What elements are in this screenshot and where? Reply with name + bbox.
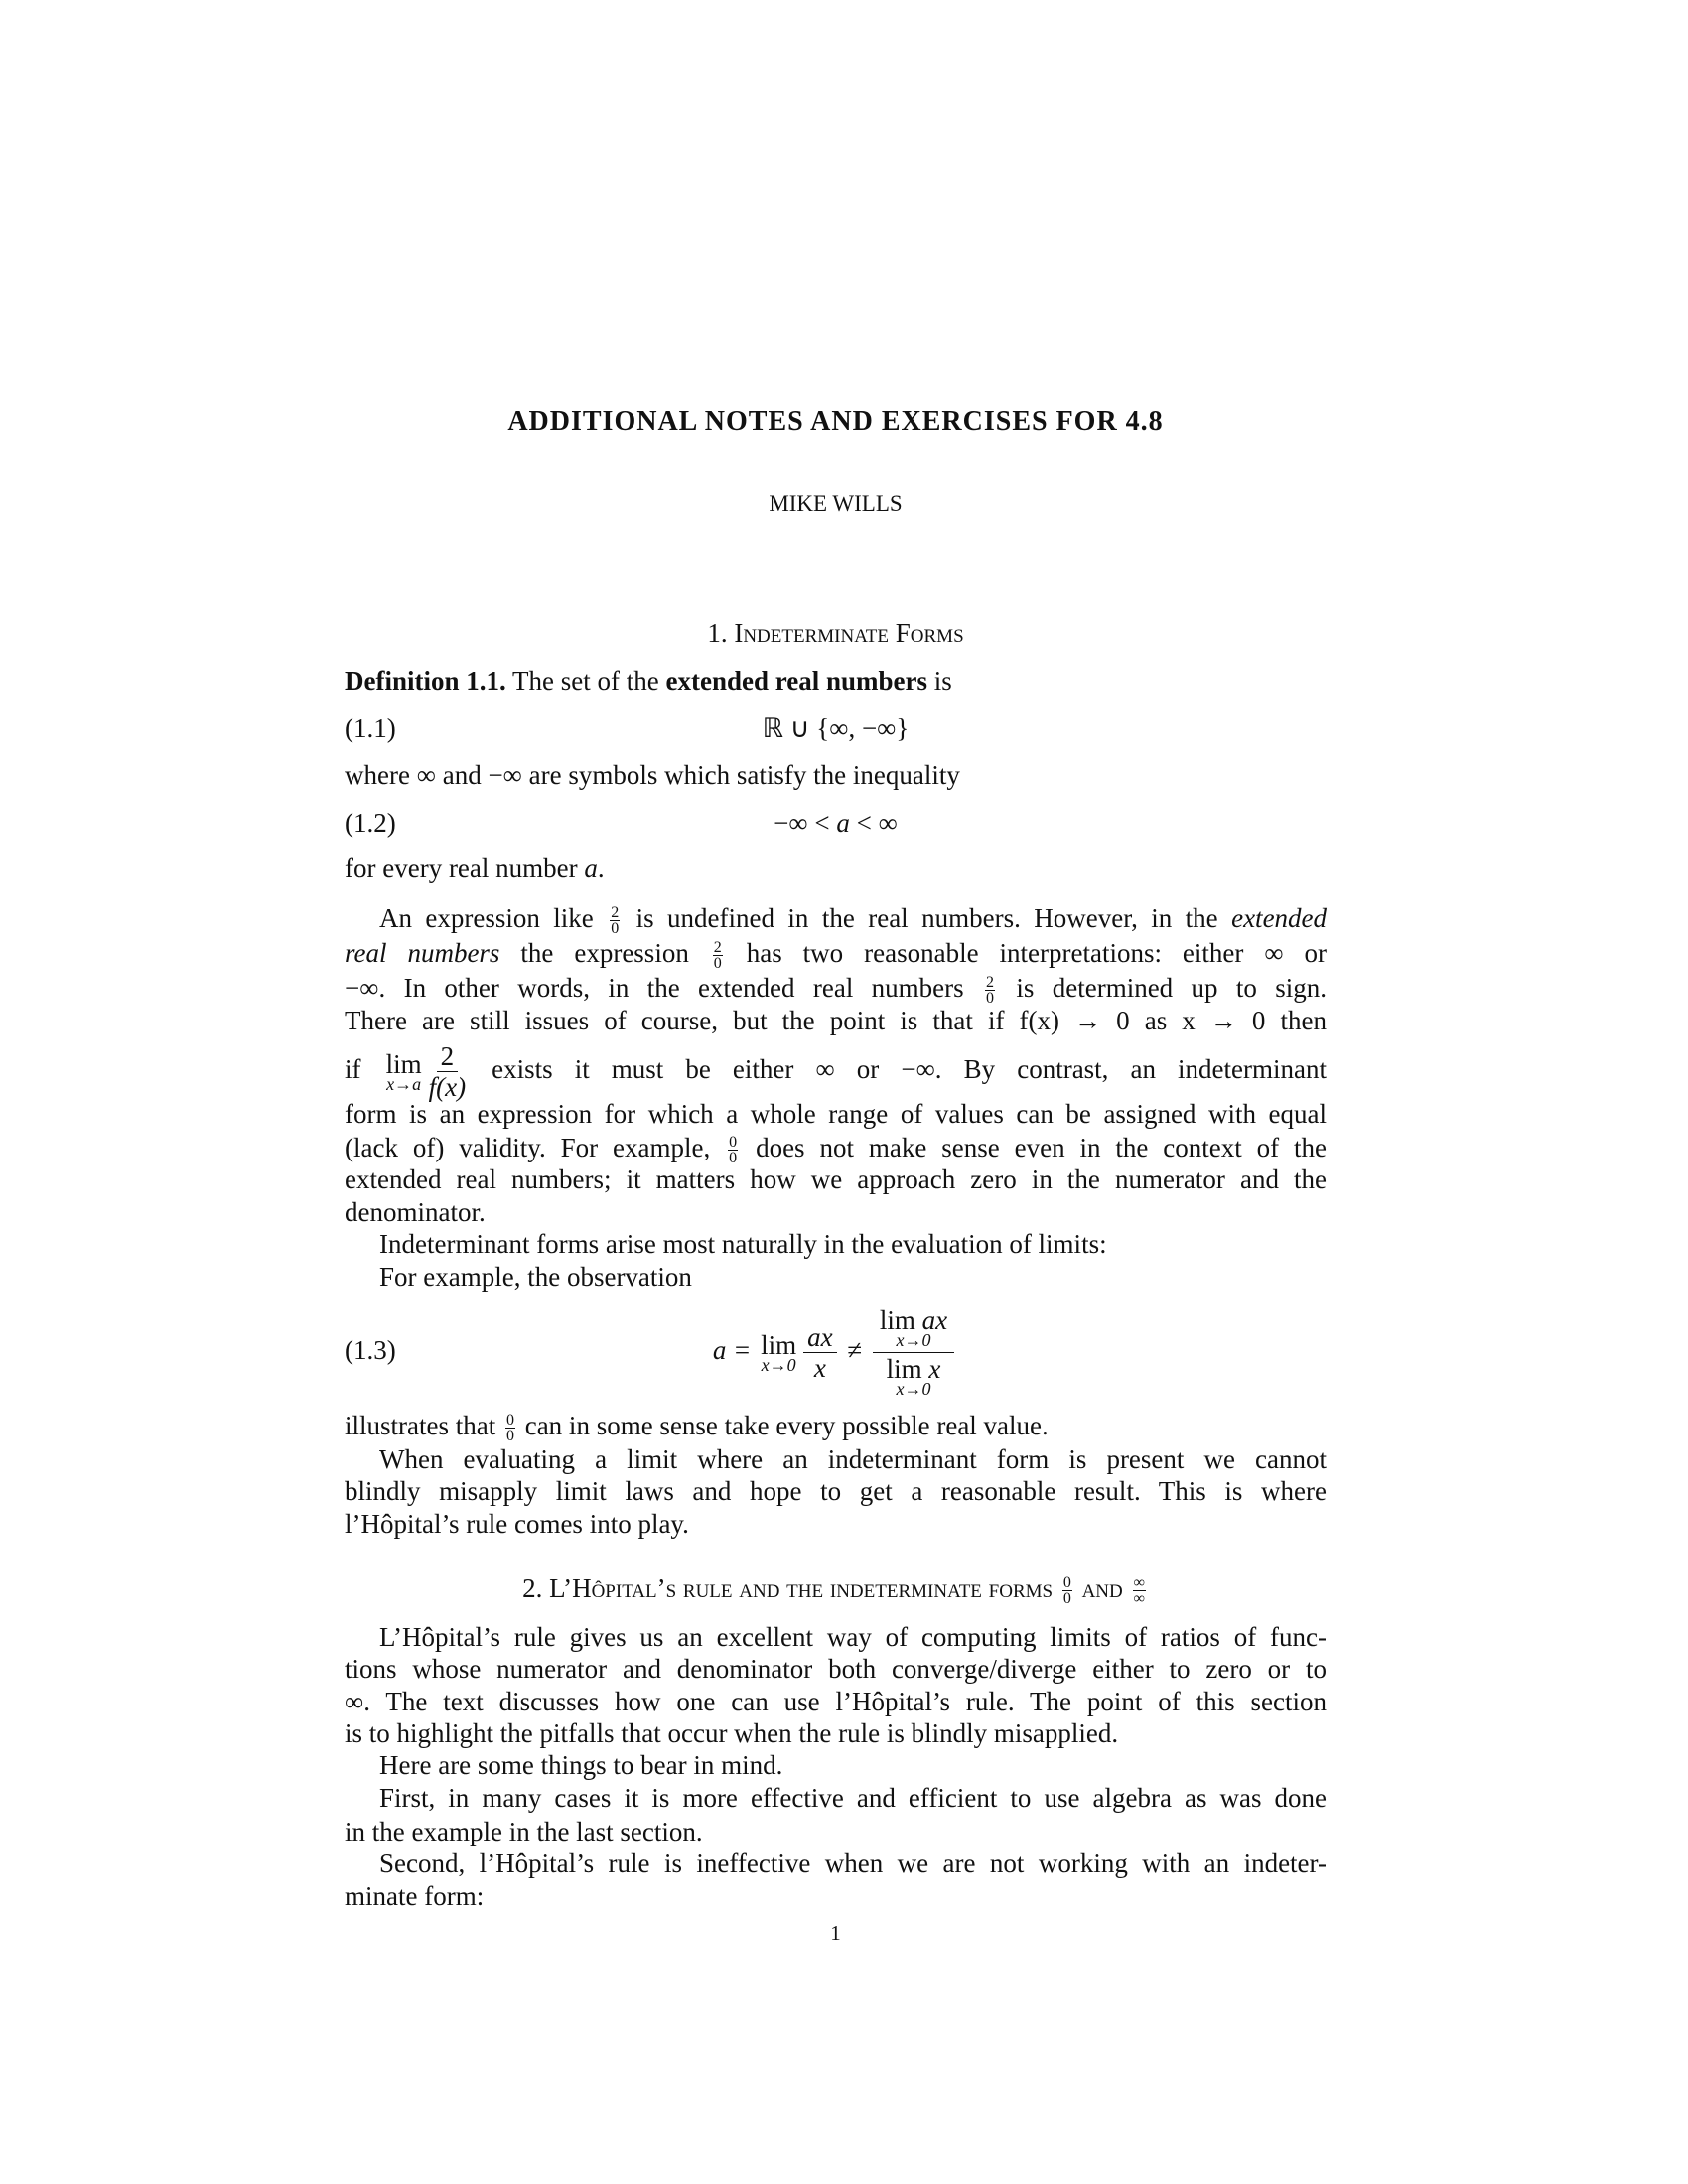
limit (879, 1305, 948, 1351)
text-line: For example, the observation (379, 1262, 692, 1292)
text: extended (1231, 903, 1328, 933)
text-line: is to highlight the pitfalls that occur when the rule is blindly misapplied. (345, 1718, 1119, 1748)
text: for every real number (345, 853, 578, 883)
text: real numbers (345, 938, 500, 968)
numerator (873, 1305, 954, 1353)
text: illustrates that (345, 1411, 496, 1440)
fraction (728, 1135, 738, 1165)
equation-tag: (1.2) (345, 808, 396, 838)
denominator: 0 (986, 990, 995, 1008)
text: is (933, 666, 952, 696)
numerator: 2 (437, 1041, 459, 1072)
math: < ∞ (856, 808, 898, 838)
numerator: 0 (505, 1412, 514, 1430)
lim: lim (879, 1305, 915, 1336)
denominator: ∞ (1133, 1590, 1145, 1608)
text-line: l’Hôpital’s rule comes into play. (345, 1509, 689, 1539)
text: . (597, 853, 605, 883)
section-2-heading (345, 1571, 1327, 1608)
text: The set of the (512, 666, 659, 696)
lim: lim (886, 1354, 922, 1385)
denominator: 0 (713, 955, 722, 973)
math-var: x (928, 1354, 941, 1385)
fraction (713, 940, 723, 971)
denominator: x (813, 1353, 826, 1384)
section-1-heading (345, 616, 1327, 650)
lim-subscript: x→0 (896, 1330, 931, 1351)
fraction (429, 1041, 466, 1102)
section-number: 2. (522, 1573, 543, 1603)
equation-expr: ℝ ∪ {∞, −∞} (762, 713, 910, 743)
math-var: a (584, 853, 598, 883)
text-line (379, 901, 1328, 938)
denominator: 0 (611, 920, 620, 938)
lim: lim (761, 1329, 797, 1360)
text-line: There are still issues of course, but the point is that if f(x) → 0 as x → 0 then (345, 1006, 1327, 1035)
text-line: Second, l’Hôpital’s rule is ineffective when we are not working with an indeter- (379, 1848, 1327, 1878)
fraction (505, 1413, 515, 1443)
lim-subscript: x→0 (896, 1379, 931, 1400)
text: −∞. In other words, in the extended real numbers (345, 973, 964, 1003)
text-line: When evaluating a limit where an indeterminant form is present we cannot (379, 1444, 1327, 1474)
text: can in some sense take every possible real value. (524, 1411, 1049, 1440)
text: (lack of) validity. For example, (345, 1133, 711, 1162)
math-var: ax (921, 1305, 948, 1336)
text-line (345, 851, 1327, 885)
limit (761, 1329, 797, 1375)
fraction (985, 975, 995, 1006)
text-line: ∞. The text discusses how one can use l’Hôpital’s rule. The point of this section (345, 1687, 1327, 1716)
math: −∞ < (774, 808, 830, 838)
text: is undefined in the real numbers. However, in the (635, 903, 1218, 933)
text-line: where ∞ and −∞ are symbols which satisfy the inequality (345, 760, 960, 790)
fraction (1062, 1575, 1072, 1606)
math: ≠ (847, 1335, 863, 1365)
text-line: extended real numbers; it matters how we approach zero in the numerator and the (345, 1164, 1327, 1194)
numerator: 2 (713, 939, 722, 957)
text-line: First, in many cases it is more effective and efficient to use algebra as was done (379, 1783, 1327, 1813)
text-line: Indeterminant forms arise most naturally in the evaluation of limits: (379, 1229, 1107, 1259)
denominator: 0 (505, 1428, 514, 1445)
denominator: 0 (1062, 1590, 1071, 1608)
section-title: L’Hôpital’s rule and the indeterminate forms (549, 1573, 1054, 1603)
equation-tag: (1.3) (345, 1335, 396, 1365)
equation-tag: (1.1) (345, 713, 396, 743)
text: exists it must be either ∞ or −∞. By contrast, an indeterminant (492, 1054, 1328, 1084)
text: does not make sense even in the context of the (756, 1133, 1327, 1162)
text-line: form is an expression for which a whole range of values can be assigned with equal (345, 1099, 1327, 1129)
definition-label: Definition 1.1. (345, 666, 506, 696)
text-line: denominator. (345, 1197, 486, 1227)
limit (385, 1048, 422, 1094)
lim-subscript: x→0 (761, 1354, 796, 1375)
author: MIKE WILLS (769, 491, 903, 516)
limit (886, 1354, 941, 1400)
section-title: Indeterminate Forms (734, 618, 964, 648)
text: if (345, 1054, 361, 1084)
text: is determined up to sign. (1016, 973, 1328, 1003)
text-line: minate form: (345, 1881, 485, 1911)
text-line (345, 936, 1328, 973)
math-var: a (836, 808, 850, 838)
text-line (345, 1131, 1327, 1167)
text-line: L’Hôpital’s rule gives us an excellent way of computing limits of ratios of func- (379, 1622, 1327, 1652)
math: a = (712, 1335, 752, 1365)
numerator: 0 (1062, 1574, 1071, 1592)
equation-1-3 (345, 1300, 1327, 1400)
text: the expression (520, 938, 689, 968)
text-line (345, 1039, 1328, 1103)
equation-1-1 (345, 711, 1327, 745)
lim: lim (385, 1048, 422, 1079)
fraction (610, 905, 620, 936)
lim-subscript: x→a (386, 1073, 422, 1094)
text-line: tions whose numerator and denominator both converge/diverge either to zero or to (345, 1654, 1327, 1684)
text-line: blindly misapply limit laws and hope to get a reasonable result. This is where (345, 1476, 1327, 1506)
text: has two reasonable interpretations: either ∞ or (746, 938, 1328, 968)
equation-1-2 (345, 806, 1327, 840)
fraction (873, 1305, 954, 1400)
paper-title: ADDITIONAL NOTES AND EXERCISES FOR 4.8 (507, 406, 1164, 437)
numerator: ∞ (1133, 1574, 1145, 1592)
page-number: 1 (830, 1921, 841, 1945)
text-line: in the example in the last section. (345, 1817, 703, 1846)
numerator: 0 (729, 1134, 738, 1152)
fraction (803, 1322, 836, 1383)
numerator: ax (803, 1322, 836, 1353)
denominator: 0 (729, 1150, 738, 1167)
definition (345, 664, 1327, 698)
denominator (884, 1353, 944, 1400)
numerator: 2 (611, 904, 620, 922)
text-line: Here are some things to bear in mind. (379, 1750, 783, 1780)
section-number: 1. (707, 618, 728, 648)
denominator: f(x) (428, 1072, 467, 1103)
numerator: 2 (986, 974, 995, 992)
text-line (345, 971, 1328, 1008)
text: An expression like (379, 903, 594, 933)
text-line (345, 1409, 1327, 1445)
text: and (1081, 1573, 1123, 1603)
defined-term: extended real numbers (665, 666, 927, 696)
fraction (1133, 1575, 1146, 1606)
